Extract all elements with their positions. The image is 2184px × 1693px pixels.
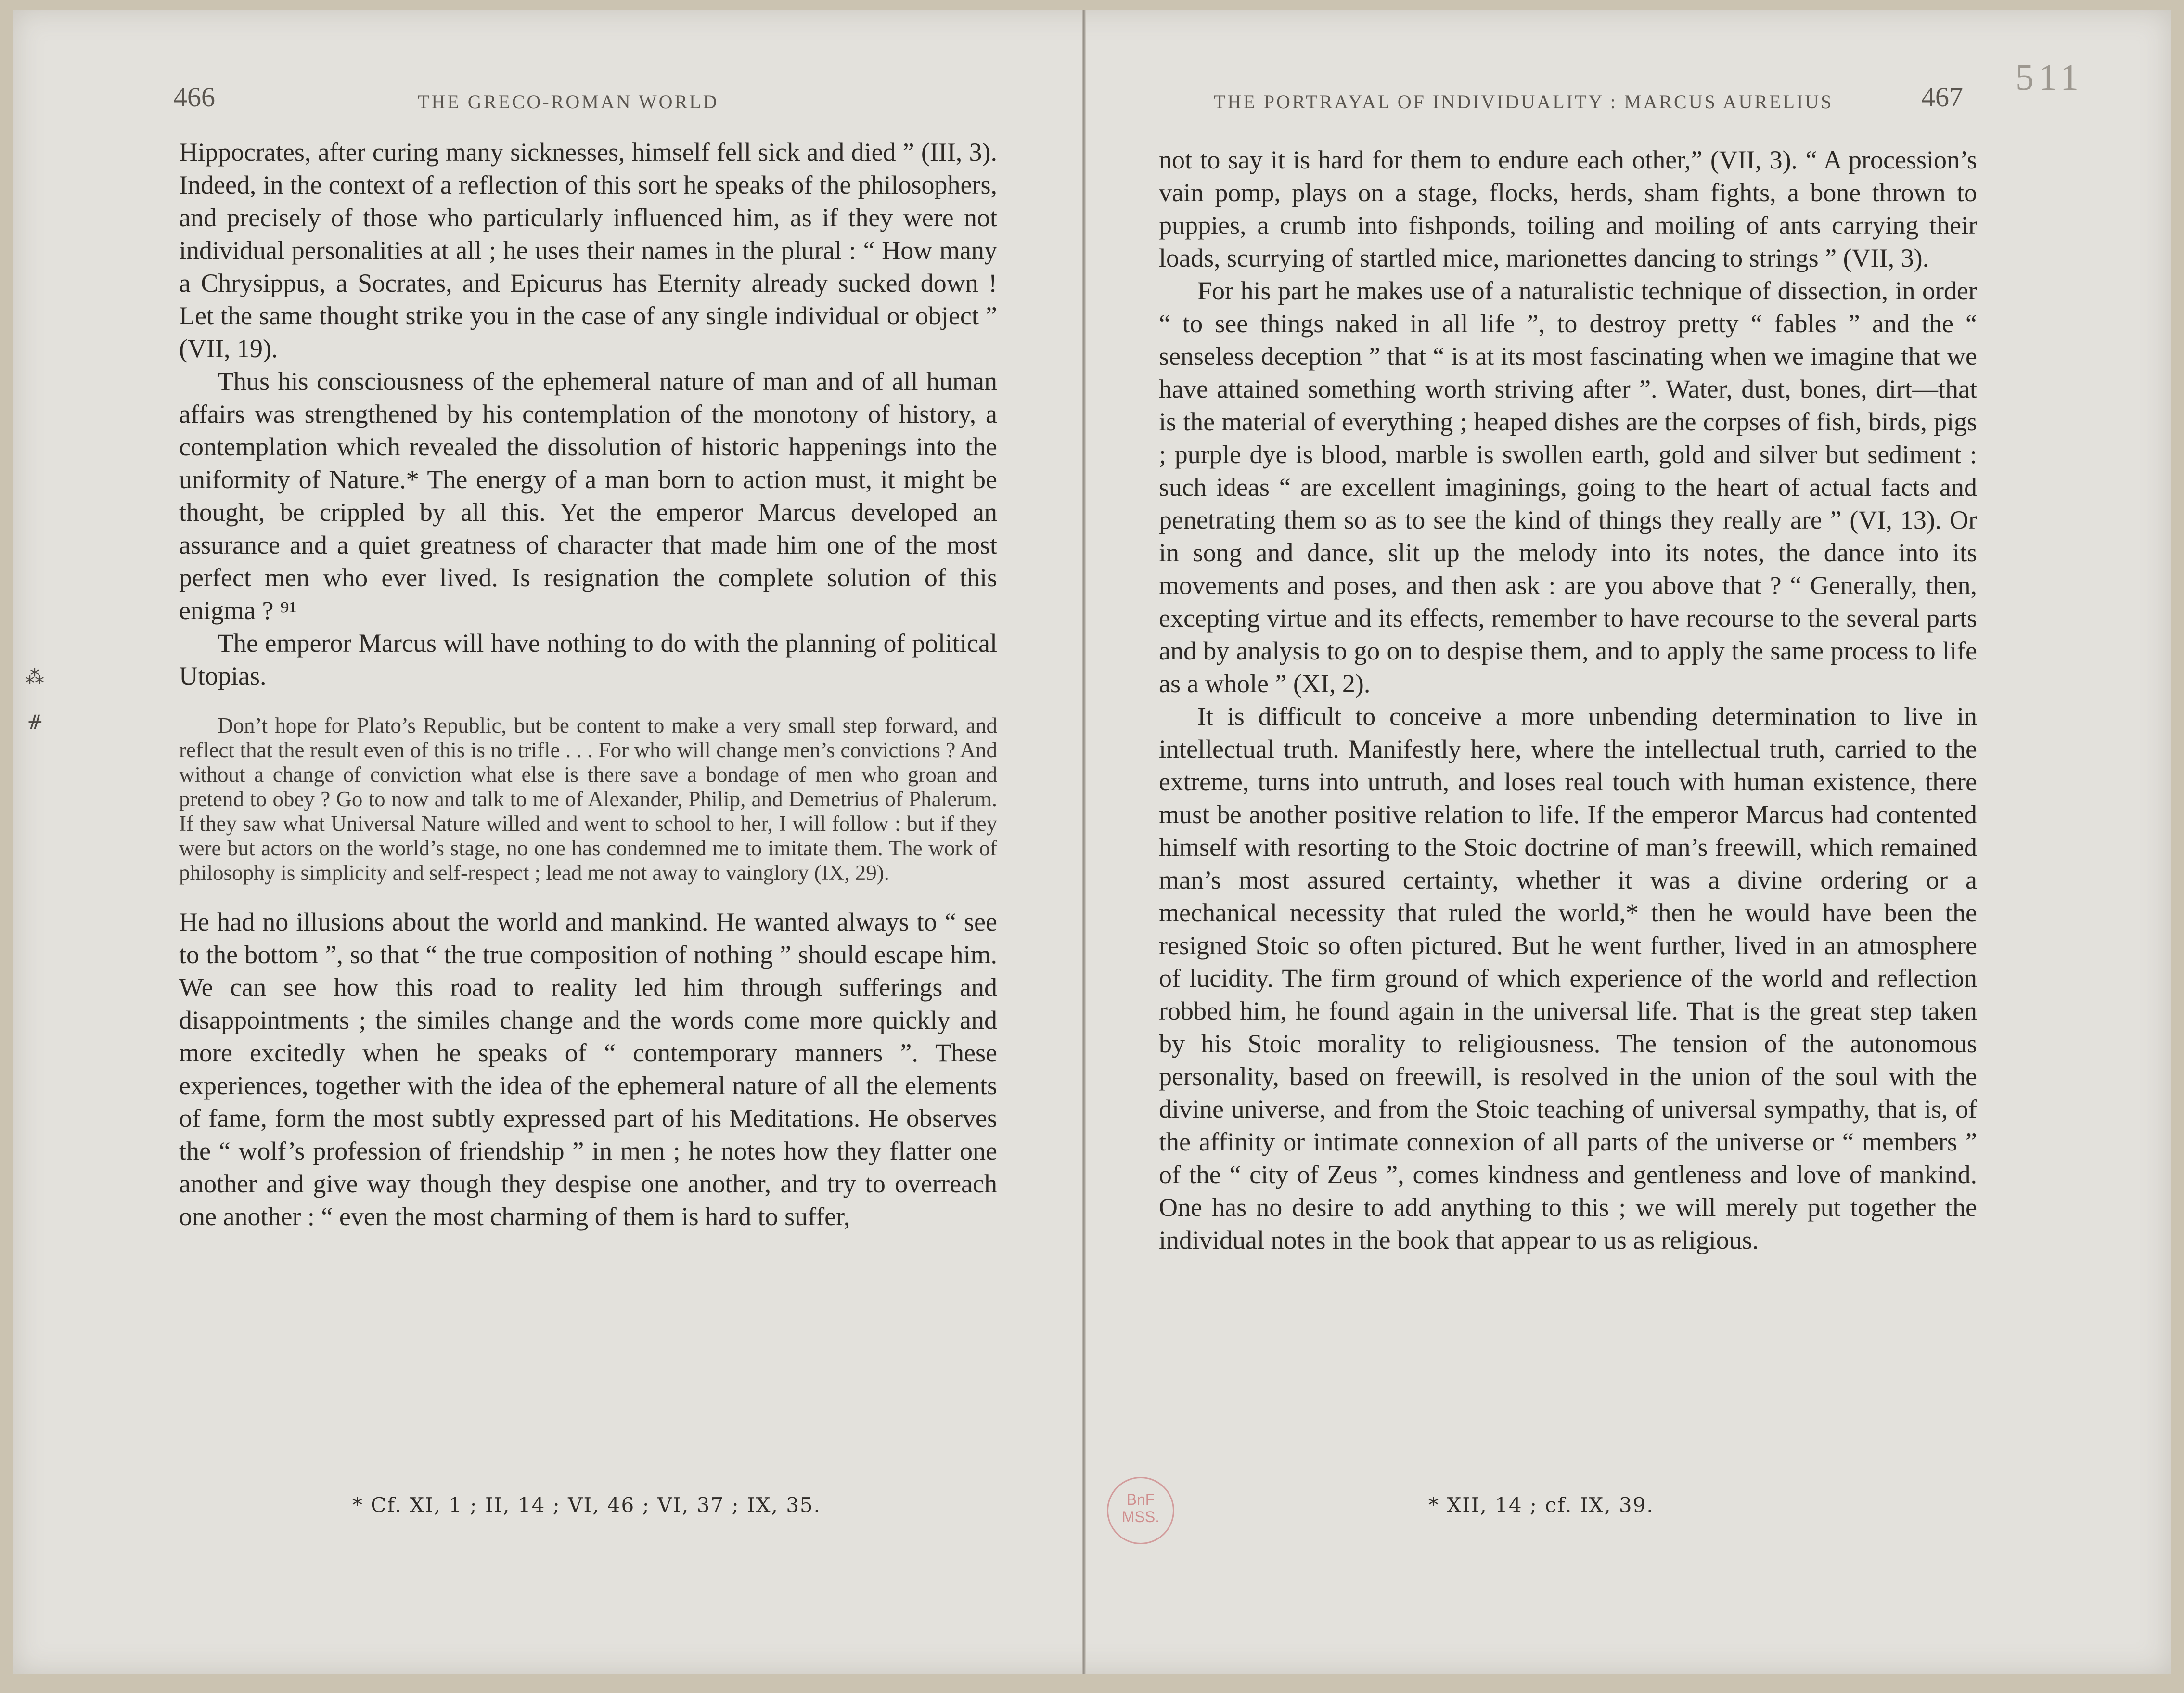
- right-page-number: 467: [1921, 81, 1963, 113]
- left-page-number: 466: [173, 81, 215, 113]
- left-block-quote: Don’t hope for Plato’s Republic, but be content to make a very small step forward, and reflect that the result even of this is no trifle . . . For who will change men’s convictions ? And without a change of conviction what else is there save a bondage of men who groan and pretend to obey ? Go to now and talk to me of Alexander, Philip, and Demetrius of Phalerum. If they saw what Universal Nature willed and went to school to her, I will follow : but if they were but actors on the world’s stage, no one has condemned me to imitate them. The work of philosophy is simplicity and self-respect ; lead me not away to vainglory (IX, 29).: [179, 713, 997, 885]
- right-paragraph-1: not to say it is hard for them to endure each other,” (VII, 3). “ A procession’s vain pomp, plays on a stage, flocks, herds, sham fights, a bone thrown to puppies, a crumb into fishponds, toiling and moiling of ants carrying their loads, scurrying of startled mice, marionettes dancing to strings ” (VII, 3).: [1159, 145, 1977, 272]
- left-paragraph-1: Hippocrates, after curing many sicknesses, himself fell sick and died ” (III, 3). Indeed, in the context of a reflection of this sort he speaks of the philosophers, and precisely of those who particularly influenced him, as if they were not individual personalities at all ; he uses their names in the plural : “ How many a Chrysippus, a Socrates, and Epicurus has Eternity already sucked down ! Let the same thought strike you in the case of any single individual or object ” (VII, 19).: [179, 138, 997, 363]
- left-footnote: * Cf. XI, 1 ; II, 14 ; VI, 46 ; VI, 37 ; IX, 35.: [352, 1493, 822, 1517]
- left-page-text: [179, 136, 997, 1233]
- right-footnote: * XII, 14 ; cf. IX, 39.: [1428, 1493, 1654, 1517]
- archive-folio-number: 511: [2016, 57, 2084, 98]
- left-running-head: THE GRECO-ROMAN WORLD: [418, 91, 719, 113]
- right-running-head: THE PORTRAYAL OF INDIVIDUALITY : MARCUS AURELIUS: [1214, 91, 1834, 113]
- left-paragraph-3: The emperor Marcus will have nothing to do with the planning of political Utopias.: [179, 629, 997, 690]
- right-paragraph-2: For his part he makes use of a naturalistic technique of dissection, in order “ to see things naked in all life ”, to destroy pretty “ fables ” and the “ senseless deception ” that “ is at its most fascinating when we imagine that we have attained something worth striving after ”. Water, dust, bones, dirt—that is the material of everything ; heaped dishes are the corpses of fish, birds, pigs ; purple dye is blood, marble is swollen earth, gold and silver but sediment : such ideas “ are excellent imaginings, going to the heart of actual facts and penetrating them so as to see the kind of things they really are ” (VI, 13). Or in song and dance, slit up the melody into its notes, the dance into its movements and poses, and then ask : are you above that ? “ Generally, then, excepting virtue and its effects, remember to have recourse to the several parts and by analysis to go on to despise them, and to apply the same process to life as a whole ” (XI, 2).: [1159, 276, 1977, 698]
- right-paragraph-3: It is difficult to conceive a more unbending determination to live in intellectual truth. Manifestly here, where the intellectual truth, carried to the extreme, turns into untruth, and loses real touch with human existence, there must be another positive relation to life. If the emperor Marcus had contented himself with resorting to the Stoic doctrine of man’s freewill, which remained man’s most assured certainty, whether it was a divine ordering or a mechanical necessity that ruled the world,* then he would have been the resigned Stoic so often pictured. But he went further, lived in an atmosphere of lucidity. The firm ground of which experience of the world and reflection robbed him, he found again in the universal life. That is the great step taken by his Stoic morality to religiousness. The tension of the autonomous personality, based on freewill, is resolved in the union of the soul with the divine universe, and from the Stoic teaching of universal sympathy, that is, of the affinity or intimate connexion of all parts of the universe or “ members ” of the “ city of Zeus ”, comes kindness and gentleness and love of mankind. One has no desire to add anything to this ; we will merely put together the individual notes in the book that appear to us as religious.: [1159, 702, 1977, 1254]
- stamp-line-2: MSS.: [1121, 1508, 1160, 1525]
- left-paragraph-4: He had no illusions about the world and mankind. He wanted always to “ see to the bottom ”, so that “ the true composition of nothing ” should escape him. We can see how this road to reality led him through sufferings and disappointments ; the similes change and the words come more quickly and more excitedly when he speaks of “ contemporary manners ”. These experiences, together with the idea of the ephemeral nature of all the elements of fame, form the most subtly expressed part of his Meditations. He observes the “ wolf’s profession of friendship ” in men ; he notes how they flatter one another and give way though they despise one another, and try to overreach one another : “ even the most charming of them is hard to suffer,: [179, 907, 997, 1231]
- right-page-text: [1159, 143, 1977, 1256]
- left-paragraph-2: Thus his consciousness of the ephemeral nature of man and of all human affairs was strengthened by his contemplation of the monotony of history, a contemplation which revealed the dissolution of historic happenings into the uniformity of Nature.* The energy of a man born to action must, it might be thought, be crippled by all this. Yet the emperor Marcus developed an assurance and a quiet greatness of character that made him one of the most perfect men who ever lived. Is resignation the complete solution of this enigma ? ⁹¹: [179, 367, 997, 625]
- margin-mark-icon: ⁂: [25, 666, 44, 688]
- page-fold: [1082, 10, 1086, 1674]
- margin-mark-icon: ᚌ: [29, 711, 41, 731]
- stamp-line-1: BnF: [1126, 1491, 1155, 1508]
- library-stamp: [1107, 1477, 1174, 1544]
